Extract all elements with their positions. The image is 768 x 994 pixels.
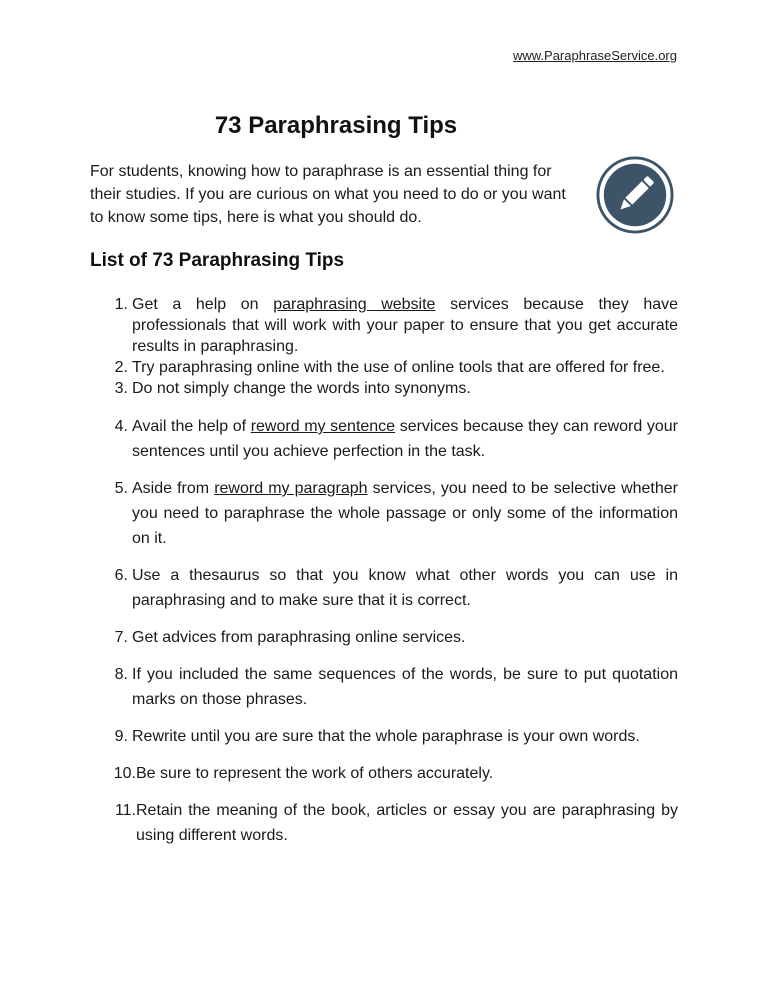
list-item (90, 476, 678, 551)
item-text: Get advices from paraphrasing online services. (132, 629, 466, 646)
item-text-start: Get a help on (132, 296, 274, 313)
item-number: 11. (114, 802, 136, 819)
list-item (90, 563, 678, 613)
paraphrasing-website-link[interactable]: paraphrasing website (273, 296, 436, 313)
list-item (90, 662, 678, 712)
item-number: 2. (114, 359, 128, 376)
item-text-end: services, you need to be selective whether you need to paraphrase the whole passage or only some of the information on it. (132, 480, 678, 547)
list-item (90, 724, 678, 749)
pencil-icon (596, 156, 674, 234)
list-item (90, 294, 678, 357)
item-text: Retain the meaning of the book, articles or essay you are paraphrasing by using different words. (136, 802, 678, 844)
list-item (90, 798, 678, 848)
item-text (132, 476, 678, 551)
item-number: 6. (114, 567, 128, 584)
list-item (90, 761, 678, 786)
reword-my-paragraph-link[interactable]: reword my paragraph (214, 480, 368, 497)
item-text-start: Aside from (132, 480, 215, 497)
item-text: Rewrite until you are sure that the whole paraphrase is your own words. (132, 728, 640, 745)
item-text: Use a thesaurus so that you know what other words you can use in paraphrasing and to make sure that it is correct. (132, 567, 678, 609)
item-text: Be sure to represent the work of others accurately. (136, 765, 494, 782)
list-heading: List of 73 Paraphrasing Tips (90, 250, 345, 271)
item-text: Try paraphrasing online with the use of online tools that are offered for free. (132, 359, 665, 376)
item-number: 7. (114, 629, 128, 646)
item-text: Do not simply change the words into synonyms. (132, 380, 471, 397)
reword-my-sentence-link[interactable]: reword my sentence (250, 418, 396, 435)
item-number: 4. (114, 418, 128, 435)
item-number: 9. (114, 728, 128, 745)
list-item (90, 357, 678, 378)
item-number: 10. (113, 765, 136, 782)
page-title: 73 Paraphrasing Tips (214, 112, 458, 139)
site-url-link[interactable]: www.ParaphraseService.org (512, 48, 677, 63)
item-number: 3. (114, 380, 128, 397)
item-text-end: services because they have professionals that will work with your paper to ensure that you get accurate results in paraphrasing. (132, 296, 679, 355)
item-text: If you included the same sequences of the words, be sure to put quotation marks on those phrases. (132, 666, 678, 708)
item-text-end: services because they can reword your sentences until you achieve perfection in the task. (132, 418, 679, 460)
list-item (90, 378, 678, 399)
tips-list (90, 294, 678, 860)
list-item (90, 414, 678, 464)
item-number: 5. (114, 480, 128, 497)
item-number: 1. (114, 296, 128, 313)
item-number: 8. (114, 666, 128, 683)
item-text (132, 414, 678, 464)
intro-paragraph: For students, knowing how to paraphrase is an essential thing for their studies. If you are curious on what you need to do or you want to know some tips, here is what you should do. (90, 163, 566, 226)
item-text (132, 294, 678, 357)
list-item (90, 625, 678, 650)
item-text-start: Avail the help of (132, 418, 251, 435)
